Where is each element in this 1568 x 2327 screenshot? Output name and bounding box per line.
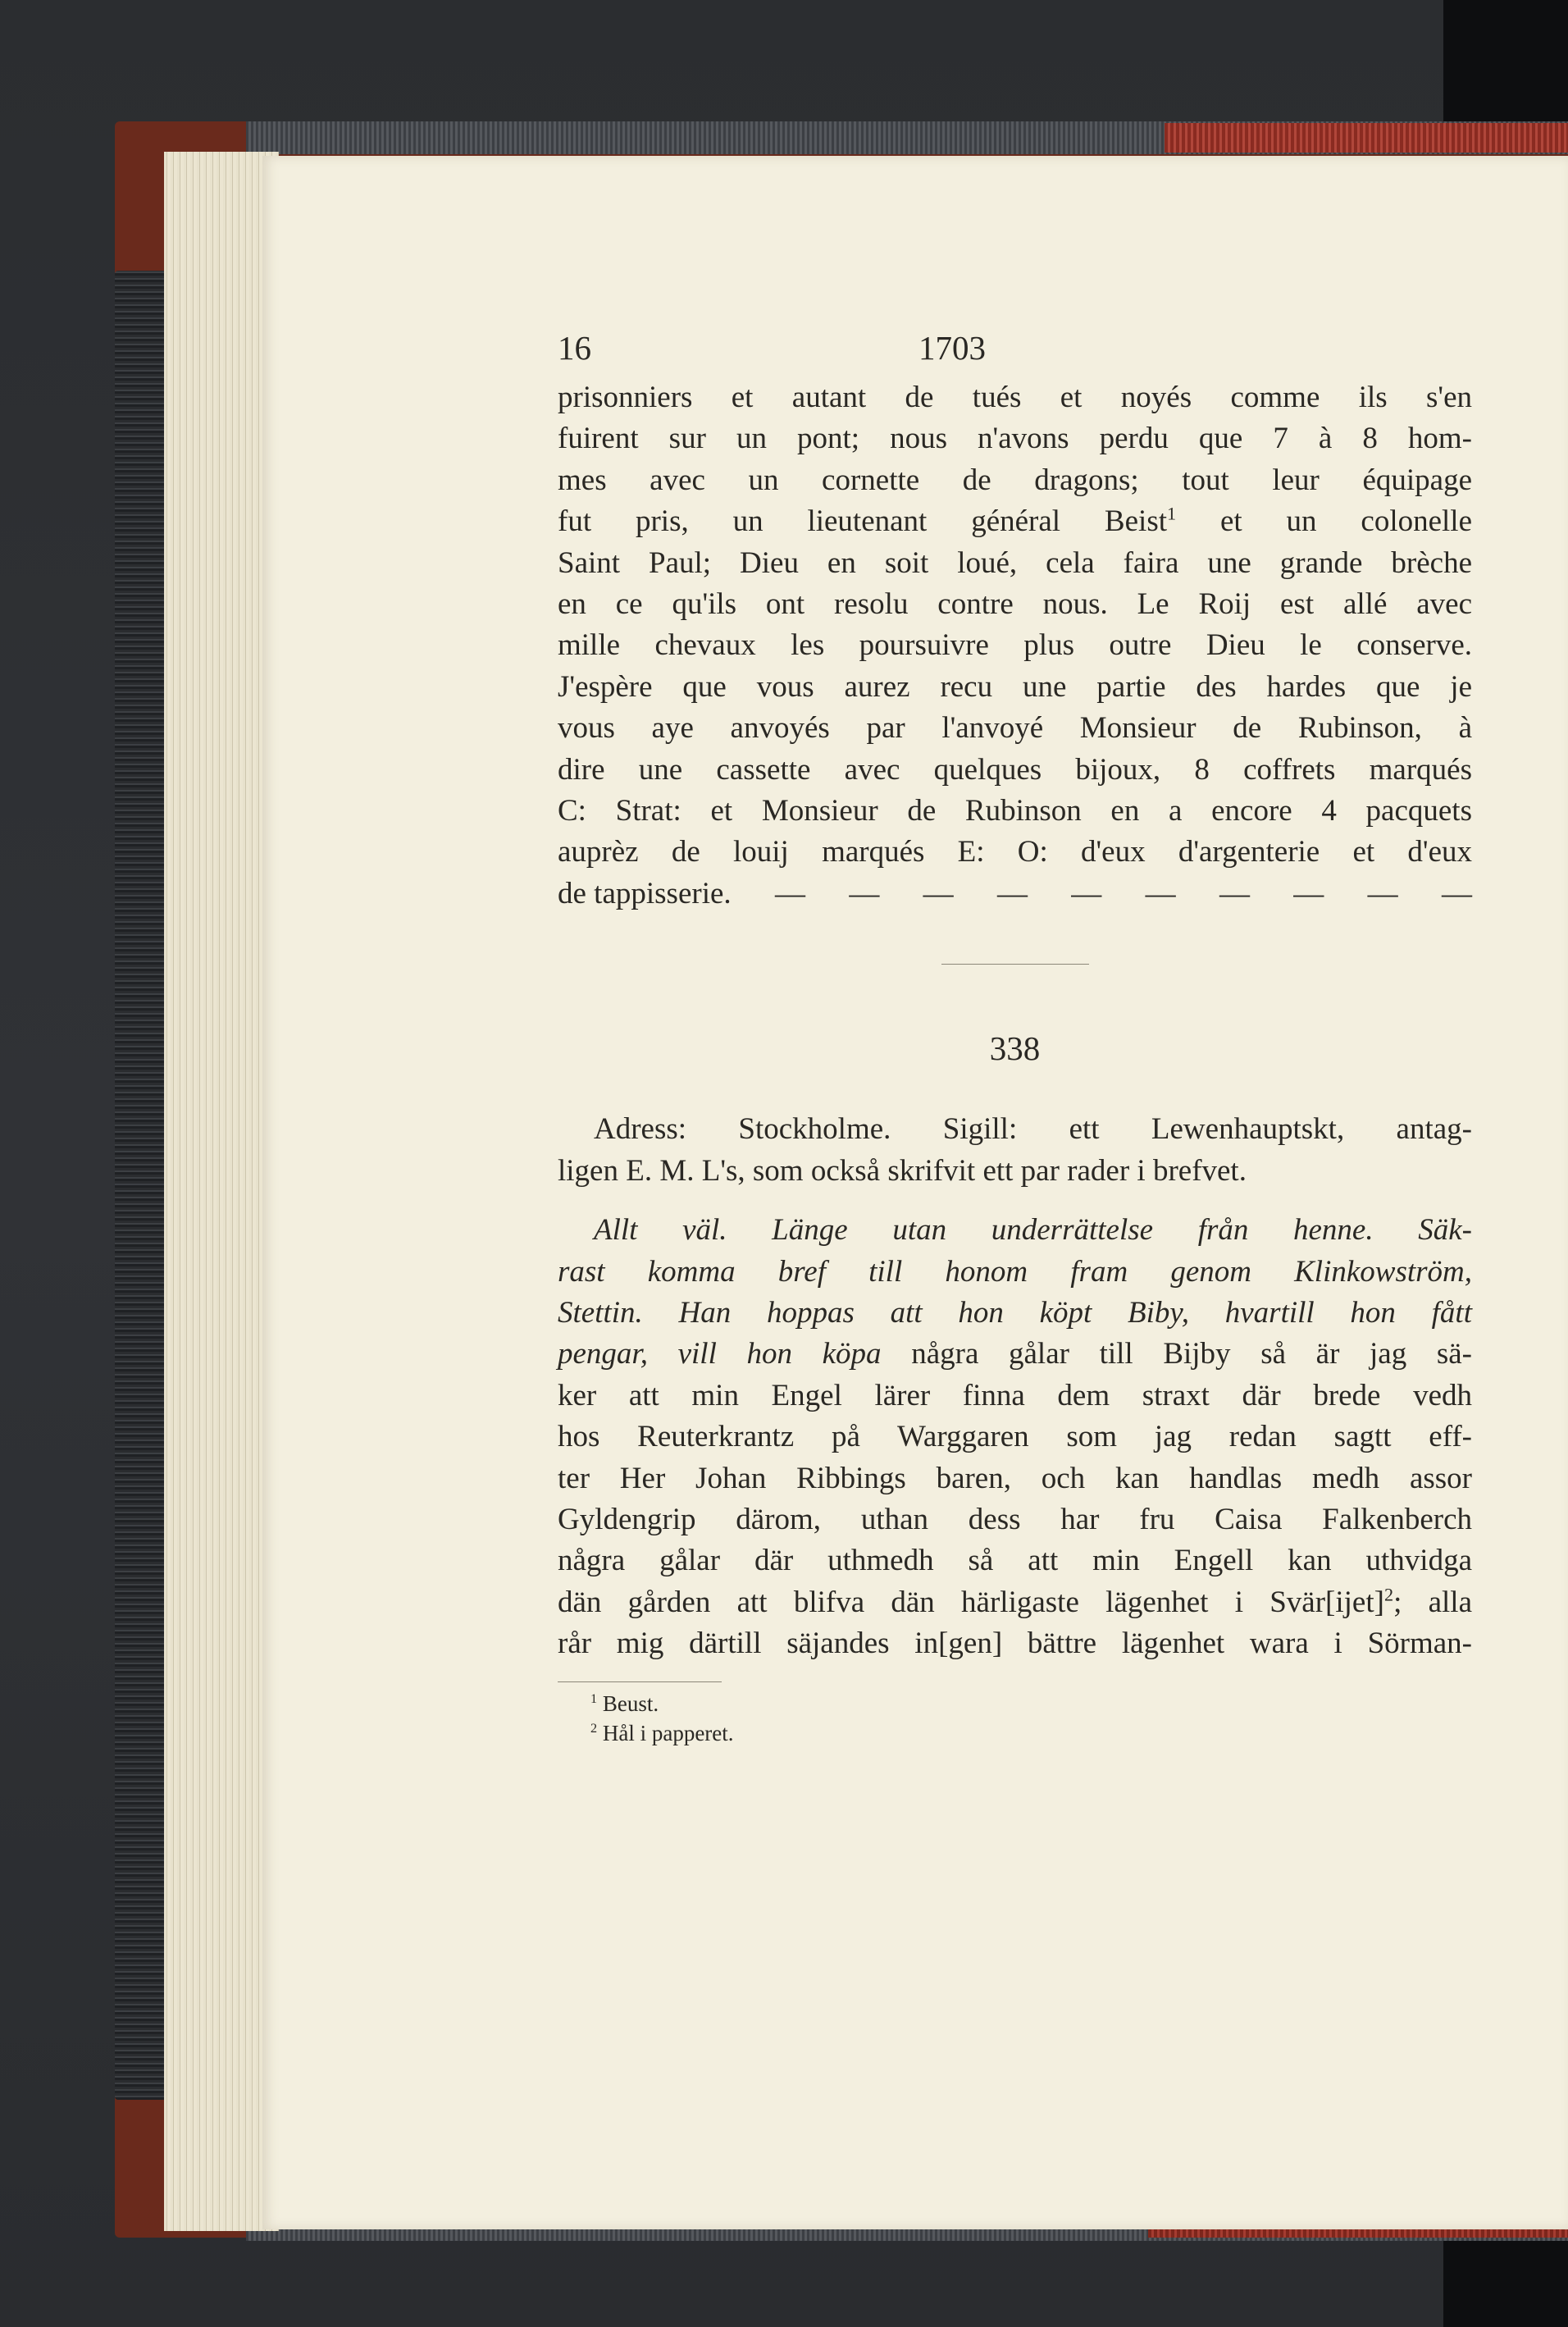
dash: — [996,876,1028,910]
summary-span: pengar, vill hon köpa [558,1337,882,1371]
swedish-letter-text [558,1210,1472,1664]
summary-line: Stettin. Han hoppas att hon köpt Biby, hvartill hon fått [558,1295,1472,1330]
page-number: 16 [558,329,591,367]
dash: — [1367,876,1398,910]
text-span: ; alla [1393,1585,1472,1619]
footnote-marker: 2 [1383,1584,1394,1605]
footnote-text: Beust. [602,1690,659,1716]
footnote-marker: 2 [590,1720,598,1736]
text-line: hos Reuterkrantz på Warggaren som jag redan sagtt eff- [558,1420,1472,1454]
text-line: auprèz de louij marqués E: O: d'eux d'argenterie et d'eux [558,835,1472,869]
text-line: ter Her Johan Ribbings baren, och kan handlas medh assor [558,1461,1472,1495]
summary-line: rast komma bref till honom fram genom Klinkowström, [558,1254,1472,1289]
dash: — [849,876,880,910]
text-line: Saint Paul; Dieu en soit loué, cela faira une grande brèche [558,545,1472,580]
text-line: fuirent sur un pont; nous n'avons perdu que 7 à 8 hom- [558,422,1472,456]
closing-dash-line [558,874,1472,915]
text-line: ker att min Engel lärer finna dem straxt där brede vedh [558,1378,1472,1412]
dash: — [1219,876,1250,910]
text-line: J'espère que vous aurez recu une partie des hardes que je [558,669,1472,704]
footnote-text: Hål i papperet. [602,1720,734,1745]
page-year: 1703 [918,329,986,367]
text-line: en ce qu'ils ont resolu contre nous. Le Roij est allé avec [558,587,1472,622]
text-line: mille chevaux les poursuivre plus outre Dieu le conserve. [558,628,1472,663]
text-line: Gyldengrip därom, uthan dess har fru Caisa Falkenberch [558,1502,1472,1536]
page-header [558,328,1472,377]
text-line [558,501,1472,542]
dash: — [1071,876,1102,910]
french-letter-text [558,377,1472,915]
cover-top-red-edge [1165,123,1568,153]
text-line: Adress: Stockholme. Sigill: ett Lewenhauptskt, antag- [594,1112,1472,1147]
page-edges [164,152,279,2231]
footnotes [590,1689,1472,1748]
page-text [558,328,1472,1748]
dash: — [1145,876,1176,910]
footnote-marker: 1 [1167,503,1177,524]
text-line: prisonniers et autant de tués et noyés comme ils s'en [558,381,1472,414]
text-line: C: Strat: et Monsieur de Rubinson en a encore 4 pacquets [558,794,1472,828]
letter-number: 338 [989,1029,1041,1068]
summary-line: Allt väl. Länge utan underrättelse från henne. Säk- [594,1213,1472,1248]
dash: — [1293,876,1324,910]
text-line: ligen E. M. L's, som också skrifvit ett par rader i brefvet. [558,1153,1247,1188]
text-line: mes avec un cornette de dragons; tout leur équipage [558,463,1472,497]
text-line: dire une cassette avec quelques bijoux, 8 coffrets marqués [558,752,1472,787]
dash: — [1441,876,1472,910]
section-divider [941,964,1089,965]
text-line [558,1334,1472,1375]
text-span: et un colonelle [1176,504,1472,539]
footnote [590,1718,1472,1748]
footnote [590,1689,1472,1718]
text-line: vous aye anvoyés par l'anvoyé Monsieur de Rubinson, à [558,711,1472,746]
text-span: fut pris, un lieutenant général Beist [558,504,1167,539]
text-span: några gålar till Bijby så är jag sä- [881,1337,1472,1371]
text-line [558,1582,1472,1623]
footnote-divider [558,1681,722,1682]
dash: — [774,876,805,910]
dash: — [923,876,954,910]
text-line: rår mig därtill säjandes in[gen] bättre lägenhet wara i Sörman- [558,1627,1472,1661]
text-line: några gålar där uthmedh så att min Engell kan uthvidga [558,1544,1472,1578]
footnote-marker: 1 [590,1690,598,1706]
text-span: dän gården att blifva dän härligaste lägenhet i Svär[ijet] [558,1585,1384,1619]
address-note [558,1109,1472,1192]
text-span: de tappisserie. [558,876,732,910]
